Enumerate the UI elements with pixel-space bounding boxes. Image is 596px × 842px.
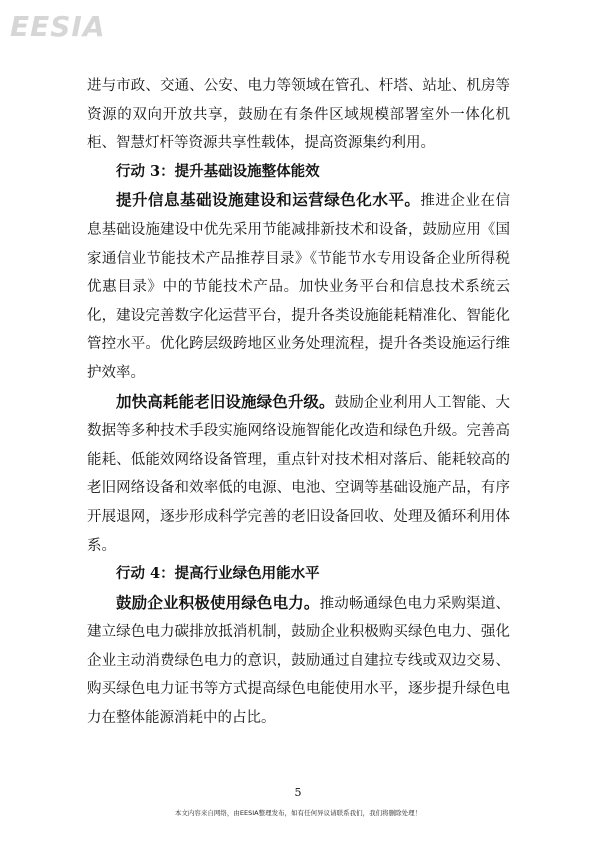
footer-disclaimer: 本文内容来自网络，由EESIA整理发布，如有任何异议请联系我们，我们将删除处理！ [174, 809, 422, 817]
paragraph-text: 鼓励企业利用人工智能、大数据等多种技术手段实施网络设施智能化改造和绿色升级。完善高能耗、低能效网络设备管理，重点针对技术相对落后、能耗较高的老旧网络设备和效率低的电源、电池、空调等基础设施产品，有序开展退网，逐步形成科学完善的老旧设备回收、处理及循环利用体系。 [87, 394, 510, 554]
eesia-logo: EESIA [10, 10, 106, 43]
paragraph-continuation: 进与市政、交通、公安、电力等领域在管孔、杆塔、站址、机房等资源的双向开放共享，鼓励在有条件区域规模部署室外一体化机柜、智慧灯杆等资源共享性载体，提高资源集约利用。 [87, 78, 510, 152]
paragraph-efficiency [87, 186, 510, 387]
section-heading-action-3: 行动 3：提升基础设施整体能效 [116, 162, 320, 180]
paragraph-text: 推进企业在信息基础设施建设中优先采用节能减排新技术和设备，鼓励应用《国家通信业节能技术产品推荐目录》《节能节水专用设备企业所得税优惠目录》中的节能技术产品。加快业务平台和信息技术系统云化，建设完善数字化运营平台，提升各类设施能耗精准化、智能化管控水平。优化跨层级跨地区业务处理流程，提升各类设施运行维护效率。 [87, 193, 510, 381]
section-heading-action-4: 行动 4：提高行业绿色用能水平 [116, 565, 320, 583]
paragraph-green-power [87, 589, 510, 733]
paragraph-upgrade [87, 388, 510, 561]
paragraph-lead: 加快高耗能老旧设施绿色升级。 [116, 391, 335, 411]
paragraph-text: 推动畅通绿色电力采购渠道、建立绿色电力碳排放抵消机制，鼓励企业积极购买绿色电力、强化企业主动消费绿色电力的意识，鼓励通过自建拉专线或双边交易、购买绿色电力证书等方式提高绿色电能使用水平，逐步提升绿色电力在整体能源消耗中的占比。 [87, 595, 510, 727]
paragraph-lead: 提升信息基础设施建设和运营绿色化水平。 [116, 190, 421, 210]
paragraph-lead: 鼓励企业积极使用绿色电力。 [116, 592, 320, 612]
document-body [87, 72, 510, 733]
page-number: 5 [294, 786, 302, 799]
